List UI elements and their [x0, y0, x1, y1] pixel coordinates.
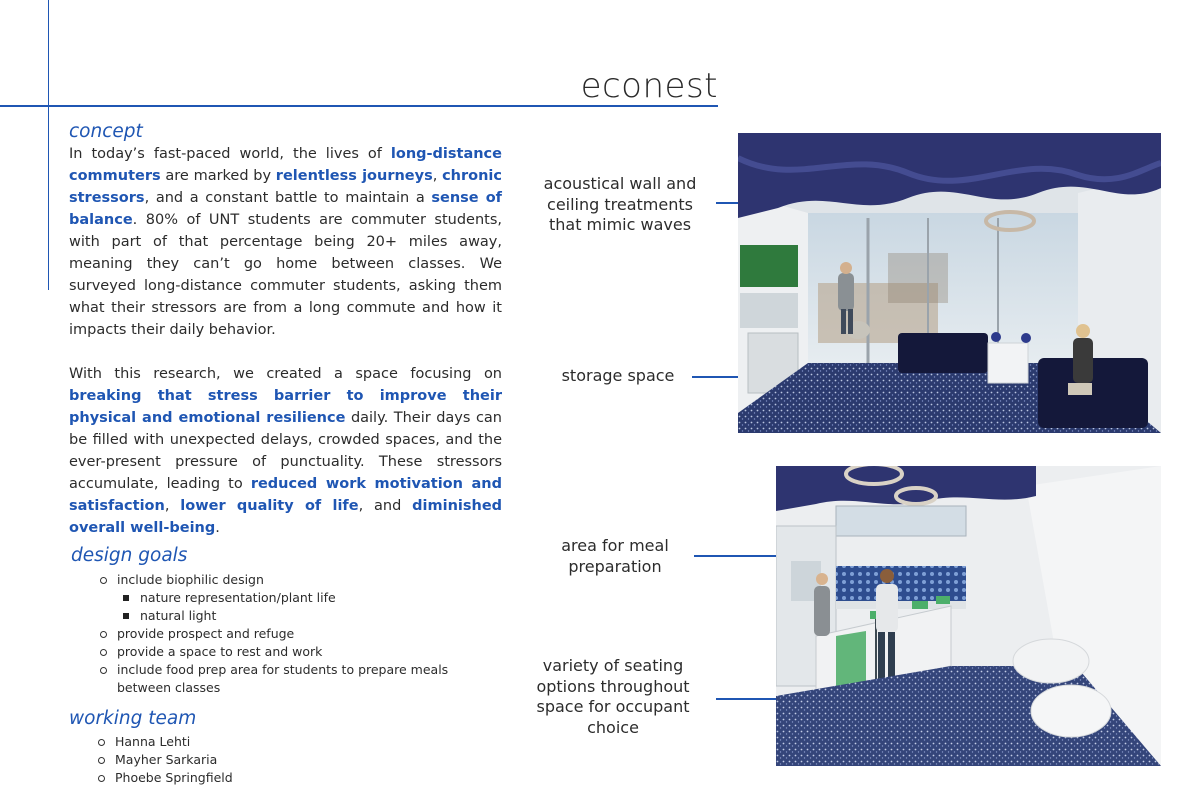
design-goal-item: include biophilic design	[97, 571, 477, 589]
text-run: . 80% of UNT students are commuter students, with part of that percentage being 20+ miles away, meaning they can’t go home between classes. We surveyed long-distance commuter students, asking them what their stressors are from a long commute and how it impacts their daily behavior.	[69, 212, 502, 338]
highlighted-phrase: sense of balance	[69, 190, 502, 228]
callout-meal-prep: area for meal preparation	[561, 536, 669, 576]
highlighted-phrase: long-distance commuters	[69, 146, 502, 184]
design-goal-subitem: natural light	[97, 607, 477, 625]
design-goal-item: provide a space to rest and work	[97, 643, 477, 661]
kitchen-rendering-image	[776, 466, 1161, 766]
lounge-rendering	[738, 133, 1161, 433]
concept-heading: concept	[69, 121, 143, 142]
highlighted-phrase: lower quality of life	[180, 498, 359, 514]
working-team-heading: working team	[69, 708, 197, 729]
text-run: ,	[164, 498, 181, 514]
text-run: , and a constant battle to maintain a	[144, 190, 432, 206]
text-run: , and	[358, 498, 413, 514]
text-run: are marked by	[160, 168, 276, 184]
text-run: daily. Their days can be filled with unexpected delays, crowded spaces, and the ever-present pressure of punctuality. These stressors accumulate, leading to	[69, 410, 502, 492]
design-goal-item: provide prospect and refuge	[97, 625, 477, 643]
working-team-list	[95, 733, 295, 787]
design-goal-subitem: nature representation/plant life	[97, 589, 477, 607]
team-member: Hanna Lehti	[95, 733, 295, 751]
text-run: ,	[432, 168, 443, 184]
concept-paragraph-1	[69, 143, 502, 341]
concept-paragraph-2	[69, 363, 502, 539]
kitchen-rendering	[776, 466, 1161, 766]
lounge-rendering-image	[738, 133, 1161, 433]
text-run: With this research, we created a space focusing on	[69, 366, 502, 382]
callout-seating: variety of seating options throughout space for occupant choice	[536, 656, 690, 737]
highlighted-phrase: breaking that stress barrier to improve their physical and emotional resilience	[69, 388, 502, 426]
design-goals-heading: design goals	[71, 545, 188, 566]
callout-storage: storage space	[561, 366, 675, 385]
text-run: .	[215, 520, 220, 536]
highlighted-phrase: reduced work motivation and satisfaction	[69, 476, 502, 514]
frame-vertical-line	[48, 0, 49, 290]
team-member: Mayher Sarkaria	[95, 751, 295, 769]
team-member: Phoebe Springfield	[95, 769, 295, 787]
design-goals-list	[97, 571, 477, 697]
callout-acoustical: acoustical wall and ceiling treatments that mimic waves	[543, 174, 697, 234]
highlighted-phrase: chronic stressors	[69, 168, 502, 206]
text-run: In today’s fast-paced world, the lives of	[69, 146, 391, 162]
highlighted-phrase: diminished overall well-being	[69, 498, 503, 536]
page-title: econest	[580, 66, 718, 106]
highlighted-phrase: relentless journeys	[275, 168, 433, 184]
design-goal-item: include food prep area for students to prepare meals between classes	[97, 661, 477, 697]
